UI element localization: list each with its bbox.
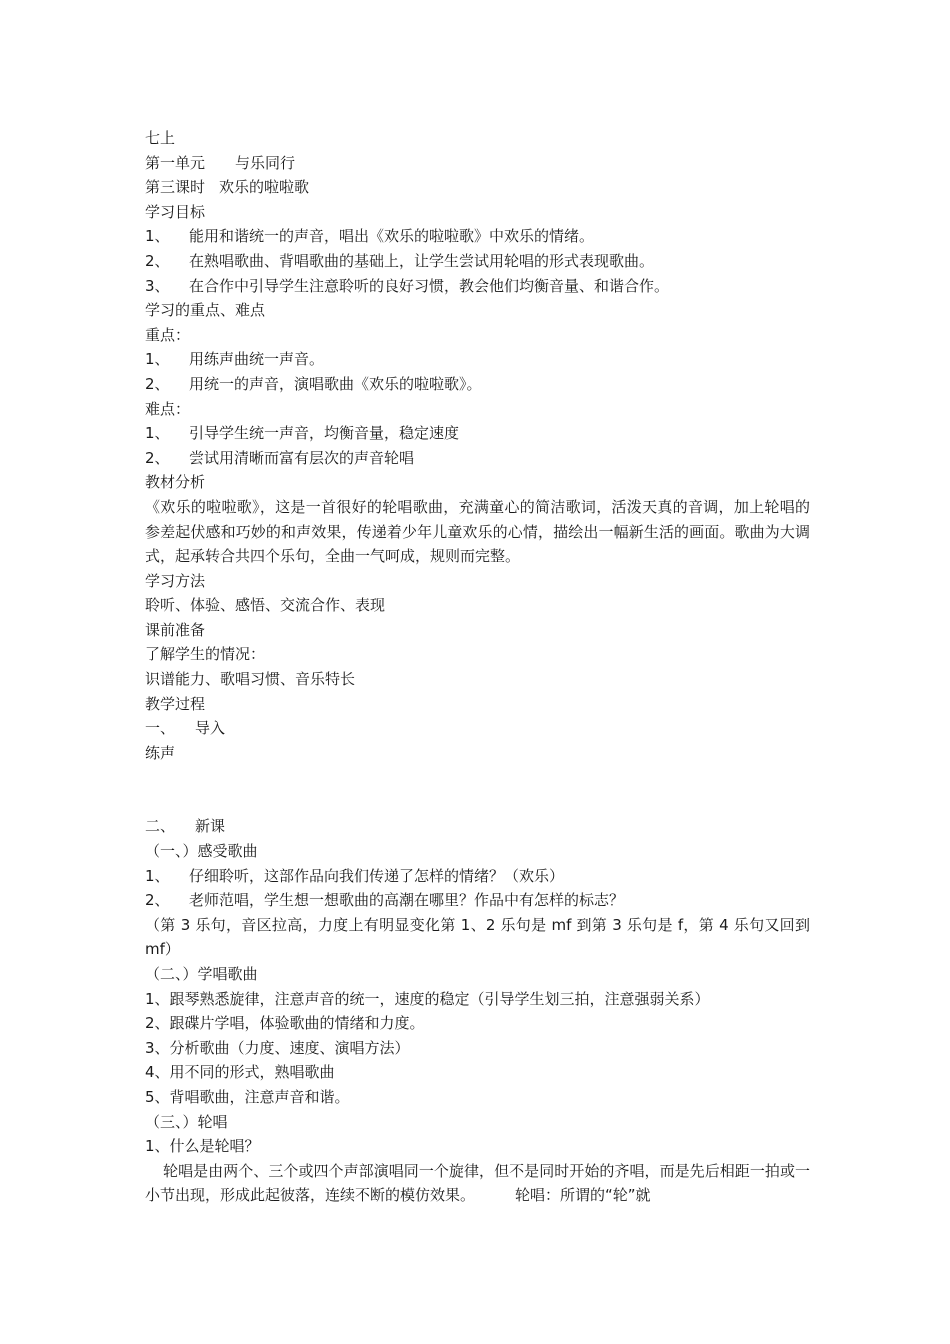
prep-text: 识谱能力、歌唱习惯、音乐特长: [145, 670, 356, 689]
item-text: 用统一的声音，演唱歌曲《欢乐的啦啦歌》。: [189, 374, 482, 393]
key-points-label: 重点：: [145, 325, 191, 344]
unit-line: [145, 151, 810, 176]
section-number: 一、: [145, 719, 176, 738]
climax-note: （第 3 乐句，音区拉高，力度上有明显变化第 1、2 乐句是 mf 到第 3 乐句是 f，第 4 乐句又回到 mf）: [145, 915, 810, 959]
section-heading: [145, 716, 810, 741]
objective-item: [145, 224, 810, 249]
blank-space: [145, 765, 810, 814]
list-item: 5、背唱歌曲，注意声音和谐。: [145, 1087, 350, 1106]
item-text: 尝试用清晰而富有层次的声音轮唱: [189, 448, 415, 467]
unit-title: 与乐同行: [235, 153, 296, 172]
analysis-heading: 教材分析: [145, 473, 206, 492]
item-text: 能用和谐统一的声音，唱出《欢乐的啦啦歌》中欢乐的情绪。: [189, 227, 595, 246]
lesson-line: [145, 175, 810, 200]
definition-text: 轮唱是由两个、三个或四个声部演唱同一个旋律，但不是同时开始的齐唱，而是先后相距一拍或一小节出现，形成此起彼落，连续不断的模仿效果。: [145, 1161, 810, 1205]
process-heading: 教学过程: [145, 694, 206, 713]
method-text: 聆听、体验、感悟、交流合作、表现: [145, 596, 386, 615]
section-heading: [145, 814, 810, 839]
section-title: 导入: [195, 719, 226, 738]
grade-label: 七上: [145, 129, 176, 147]
objective-item: [145, 274, 810, 299]
item-text: 用练声曲统一声音。: [189, 350, 325, 369]
list-item: 2、跟碟片学唱，体验歌曲的情绪和力度。: [145, 1014, 425, 1033]
document-body: [145, 126, 810, 1208]
key-point-item: [145, 347, 810, 372]
difficult-point-item: [145, 421, 810, 446]
subsection-title: （二、）学唱歌曲: [145, 965, 258, 983]
lesson-title: 欢乐的啦啦歌: [219, 178, 310, 197]
prep-label: 了解学生的情况：: [145, 645, 266, 664]
unit-label: 第一单元: [145, 153, 206, 172]
item-number: 1、: [145, 866, 170, 885]
item-text: 在合作中引导学生注意聆听的良好习惯，教会他们均衡音量、和谐合作。: [189, 276, 670, 295]
list-item: 4、用不同的形式，熟唱歌曲: [145, 1063, 335, 1082]
round-definition-paragraph: [145, 1159, 810, 1208]
difficult-point-item: [145, 446, 810, 471]
definition-trailing: 轮唱：所谓的“轮”就: [515, 1186, 651, 1205]
item-text: 仔细聆听，这部作品向我们传递了怎样的情绪？（欢乐）: [189, 866, 565, 885]
analysis-paragraph: 《欢乐的啦啦歌》，这是一首很好的轮唱歌曲，充满童心的简洁歌词，活泼天真的音调，加上轮唱的参差起伏感和巧妙的和声效果，传递着少年儿童欢乐的心情，描绘出一幅新生活的画面。歌曲为大调式，起承转合共四个乐句，全曲一气呵成，规则而完整。: [145, 497, 810, 566]
list-item: [145, 864, 810, 889]
item-text: 在熟唱歌曲、背唱歌曲的基础上，让学生尝试用轮唱的形式表现歌曲。: [189, 251, 655, 270]
item-number: 1、: [145, 424, 170, 443]
difficult-points-label: 难点：: [145, 399, 191, 418]
warmup-text: 练声: [145, 743, 176, 762]
objective-item: [145, 249, 810, 274]
item-number: 2、: [145, 448, 170, 467]
method-heading: 学习方法: [145, 571, 206, 590]
objectives-heading: 学习目标: [145, 202, 206, 221]
subsection-title: （三、）轮唱: [145, 1112, 228, 1131]
item-number: 1、: [145, 227, 170, 246]
item-number: 2、: [145, 891, 170, 910]
subsection-title: （一、）感受歌曲: [145, 842, 258, 861]
item-number: 2、: [145, 374, 170, 393]
lesson-label: 第三课时: [145, 178, 206, 197]
section-title: 新课: [195, 817, 226, 836]
item-text: 老师范唱，学生想一想歌曲的高潮在哪里？作品中有怎样的标志？: [189, 891, 625, 910]
item-number: 1、: [145, 350, 170, 369]
list-item: [145, 888, 810, 913]
item-text: 引导学生统一声音，均衡音量，稳定速度: [189, 424, 460, 443]
list-item: 1、跟琴熟悉旋律，注意声音的统一，速度的稳定（引导学生划三拍，注意强弱关系）: [145, 989, 710, 1008]
key-point-item: [145, 372, 810, 397]
list-item: 3、分析歌曲（力度、速度、演唱方法）: [145, 1038, 410, 1057]
item-number: 3、: [145, 276, 170, 295]
focus-heading: 学习的重点、难点: [145, 301, 266, 320]
prep-heading: 课前准备: [145, 620, 206, 639]
question-text: 1、什么是轮唱？: [145, 1137, 260, 1156]
section-number: 二、: [145, 817, 176, 836]
item-number: 2、: [145, 251, 170, 270]
